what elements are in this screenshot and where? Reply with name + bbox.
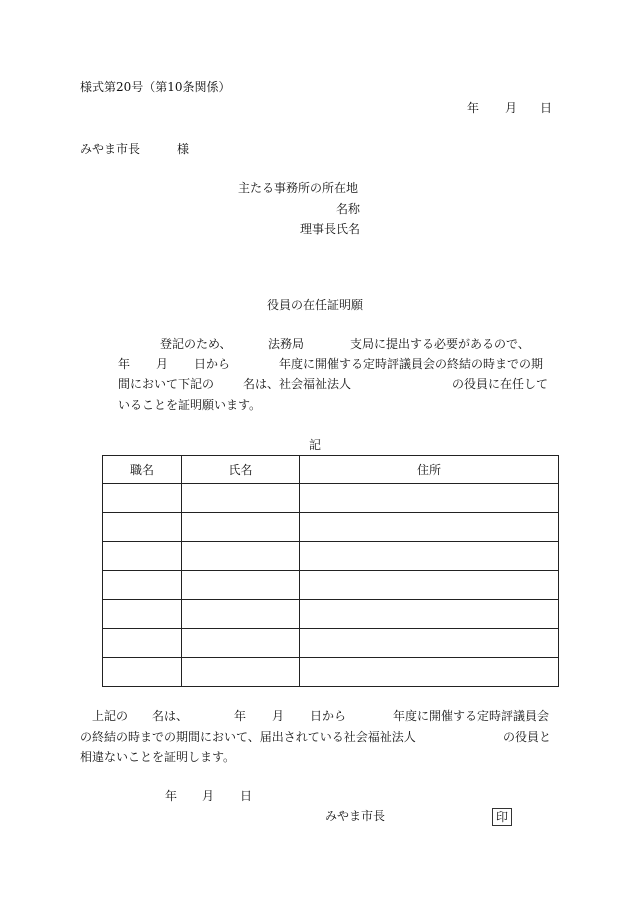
header-address: 住所 [300,456,559,484]
seal-box: 印 [492,808,512,826]
table-row [103,484,559,513]
date-day: 日 [540,101,553,115]
table-row [103,571,559,600]
cell-name[interactable] [182,513,300,542]
cert-line1-day: 日から [310,709,347,723]
cell-position[interactable] [103,658,182,687]
header-name: 氏名 [182,456,300,484]
cell-position[interactable] [103,571,182,600]
cert-date-month: 月 [202,789,215,803]
table-row [103,629,559,658]
cert-line1-year: 年 [234,709,247,723]
cert-date-year: 年 [165,789,178,803]
header-position: 職名 [103,456,182,484]
cert-line1-b: 名は、 [152,709,189,723]
date-year: 年 [467,101,480,115]
cell-name[interactable] [182,542,300,571]
cert-line1-month: 月 [272,709,285,723]
addressee-honorific: 様 [177,142,190,156]
officer-table [102,455,559,687]
cell-name[interactable] [182,629,300,658]
ki-heading: 記 [309,438,322,452]
cell-position[interactable] [103,484,182,513]
signer-name: みやま市長 [325,809,386,823]
cell-address[interactable] [300,513,559,542]
request-line2-year: 年 [118,357,131,371]
request-line2-day: 日から [194,357,231,371]
cert-date [0,790,630,805]
cert-line2-a: の終結の時までの期間において、届出されている社会福祉法人 [80,730,416,744]
cert-line3: 相違ないことを証明します。 [80,750,236,764]
request-line1-b: 法務局 [268,337,305,351]
cert-line1-rest: 年度に開催する定時評議員会 [393,709,550,723]
request-line2-rest: 年度に開催する定時評議員会の終結の時までの期 [279,357,544,371]
cell-name[interactable] [182,600,300,629]
request-line1-c: 支局に提出する必要があるので、 [350,337,530,351]
addressee [0,143,630,158]
cell-address[interactable] [300,629,559,658]
applicant-address-label: 主たる事務所の所在地 [238,181,359,195]
date-line [0,102,630,117]
addressee-name: みやま市長 [80,142,141,156]
form-number: 様式第20号（第10条関係） [80,80,231,94]
cell-address[interactable] [300,658,559,687]
request-line1-a: 登記のため、 [160,337,232,351]
cell-address[interactable] [300,542,559,571]
table-row [103,542,559,571]
cell-position[interactable] [103,513,182,542]
cell-position[interactable] [103,600,182,629]
cell-address[interactable] [300,484,559,513]
cert-date-day: 日 [240,789,253,803]
request-line3-a: 間において下記の [118,377,215,391]
request-line4: いることを証明願います。 [118,398,262,412]
cell-address[interactable] [300,600,559,629]
document-title: 役員の在任証明願 [267,298,364,312]
table-header-row [103,456,559,484]
cert-line1-a: 上記の [92,709,129,723]
cell-position[interactable] [103,629,182,658]
cell-address[interactable] [300,571,559,600]
request-line3-c: の役員に在任して [452,377,549,391]
table-row [103,513,559,542]
applicant-chairman-label: 理事長氏名 [300,222,361,236]
table-row [103,658,559,687]
cell-name[interactable] [182,658,300,687]
cell-name[interactable] [182,571,300,600]
applicant-name-label: 名称 [336,202,361,216]
cell-position[interactable] [103,542,182,571]
date-month: 月 [505,101,518,115]
request-line2-month: 月 [156,357,169,371]
request-line3-b: 名は、社会福祉法人 [243,377,352,391]
cert-line2-b: の役員と [503,730,552,744]
cell-name[interactable] [182,484,300,513]
table-row [103,600,559,629]
